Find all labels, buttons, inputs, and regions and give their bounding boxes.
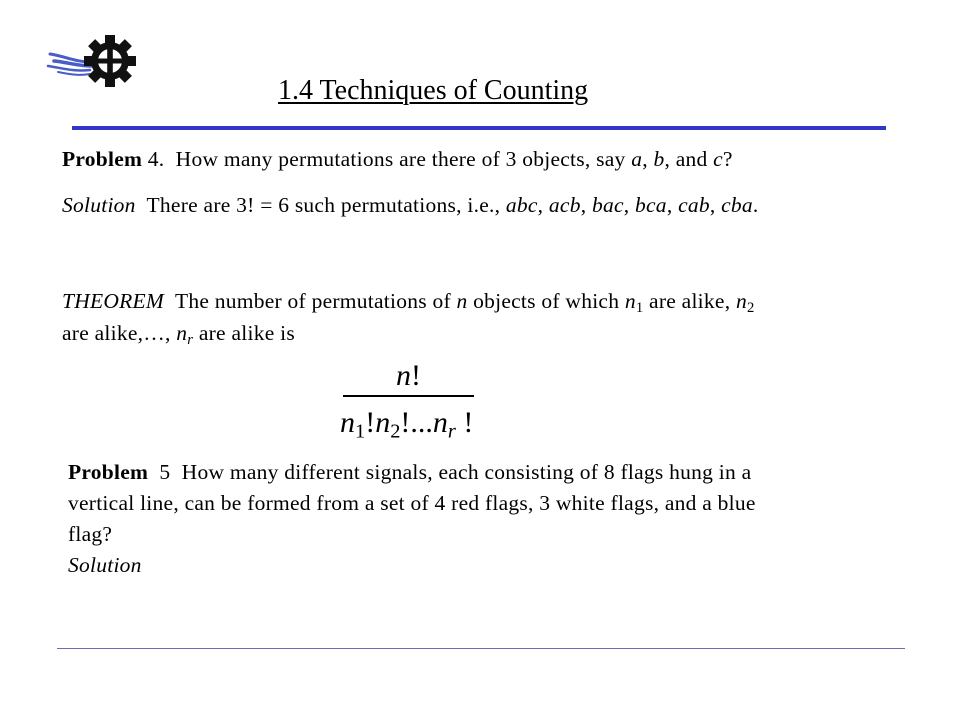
factorial: ! — [411, 359, 421, 392]
problem-4-label: Problem — [62, 147, 143, 171]
subscript: 1 — [635, 300, 644, 317]
footer-divider — [57, 648, 905, 649]
problem-5-line-2: vertical line, can be formed from a set of 4 red flags, 3 white flags, and a blue — [68, 491, 756, 515]
problem-5-label: Problem — [68, 460, 149, 484]
solution-label: Solution — [68, 553, 142, 577]
factorial: ! — [365, 406, 376, 439]
solution-4-end: . — [752, 193, 759, 217]
solution-4-line — [62, 191, 759, 219]
gear-icon — [84, 35, 136, 87]
subscript: 2 — [390, 420, 401, 443]
separator: , — [709, 193, 722, 217]
permutation: bca — [635, 193, 667, 217]
problem-5-text: 5 How many different signals, each consisting of 8 flags hung in a — [148, 460, 752, 484]
subscript: 2 — [746, 300, 755, 317]
slide-title: 1.4 Techniques of Counting — [278, 75, 589, 106]
problem-4-text: 4. How many permutations are there of 3 objects, say — [142, 147, 632, 171]
problem-4-separator: , and — [664, 147, 714, 171]
formula-denominator — [340, 406, 474, 443]
problem-4-end: ? — [722, 147, 733, 171]
formula-numerator — [396, 359, 421, 393]
permutation: cab — [678, 193, 710, 217]
problem-4-line — [62, 145, 733, 173]
theorem-text: are alike,…, — [62, 321, 177, 345]
subscript: r — [447, 420, 456, 443]
variable-n: n — [176, 321, 188, 345]
permutation: abc — [505, 193, 538, 217]
problem-4-separator: , — [642, 147, 654, 171]
problem-5-line-1 — [68, 458, 751, 486]
permutation: bac — [591, 193, 624, 217]
variable-a: a — [631, 147, 643, 171]
theorem-line-1 — [62, 287, 755, 315]
subscript: r — [187, 332, 194, 349]
theorem-text: objects of which — [467, 289, 625, 313]
theorem-text: are alike, — [643, 289, 736, 313]
variable-b: b — [653, 147, 665, 171]
fraction-bar — [343, 395, 474, 397]
permutation: cba — [721, 193, 753, 217]
theorem-text: are alike is — [193, 321, 295, 345]
variable-n: n — [456, 289, 468, 313]
separator: , — [666, 193, 679, 217]
factorial: ! — [455, 406, 474, 439]
variable-c: c — [713, 147, 723, 171]
variable-n: n — [340, 406, 355, 439]
separator: , — [580, 193, 592, 217]
variable-n: n — [375, 406, 391, 439]
title-divider — [72, 126, 886, 130]
variable-n: n — [624, 289, 636, 313]
solution-4-text: There are 3! = 6 such permutations, i.e., — [135, 193, 506, 217]
separator: , — [537, 193, 549, 217]
separator: , — [623, 193, 636, 217]
variable-n: n — [432, 406, 448, 439]
factorial: !... — [400, 406, 433, 439]
permutation: acb — [548, 193, 581, 217]
theorem-label: THEOREM — [62, 289, 165, 313]
theorem-text: The number of permutations of — [164, 289, 457, 313]
solution-label: Solution — [62, 193, 136, 217]
theorem-line-2 — [62, 319, 295, 347]
university-logo — [44, 32, 140, 90]
subscript: 1 — [355, 420, 366, 443]
variable-n: n — [396, 359, 411, 392]
problem-5-line-3: flag? — [68, 522, 113, 546]
variable-n: n — [735, 289, 747, 313]
